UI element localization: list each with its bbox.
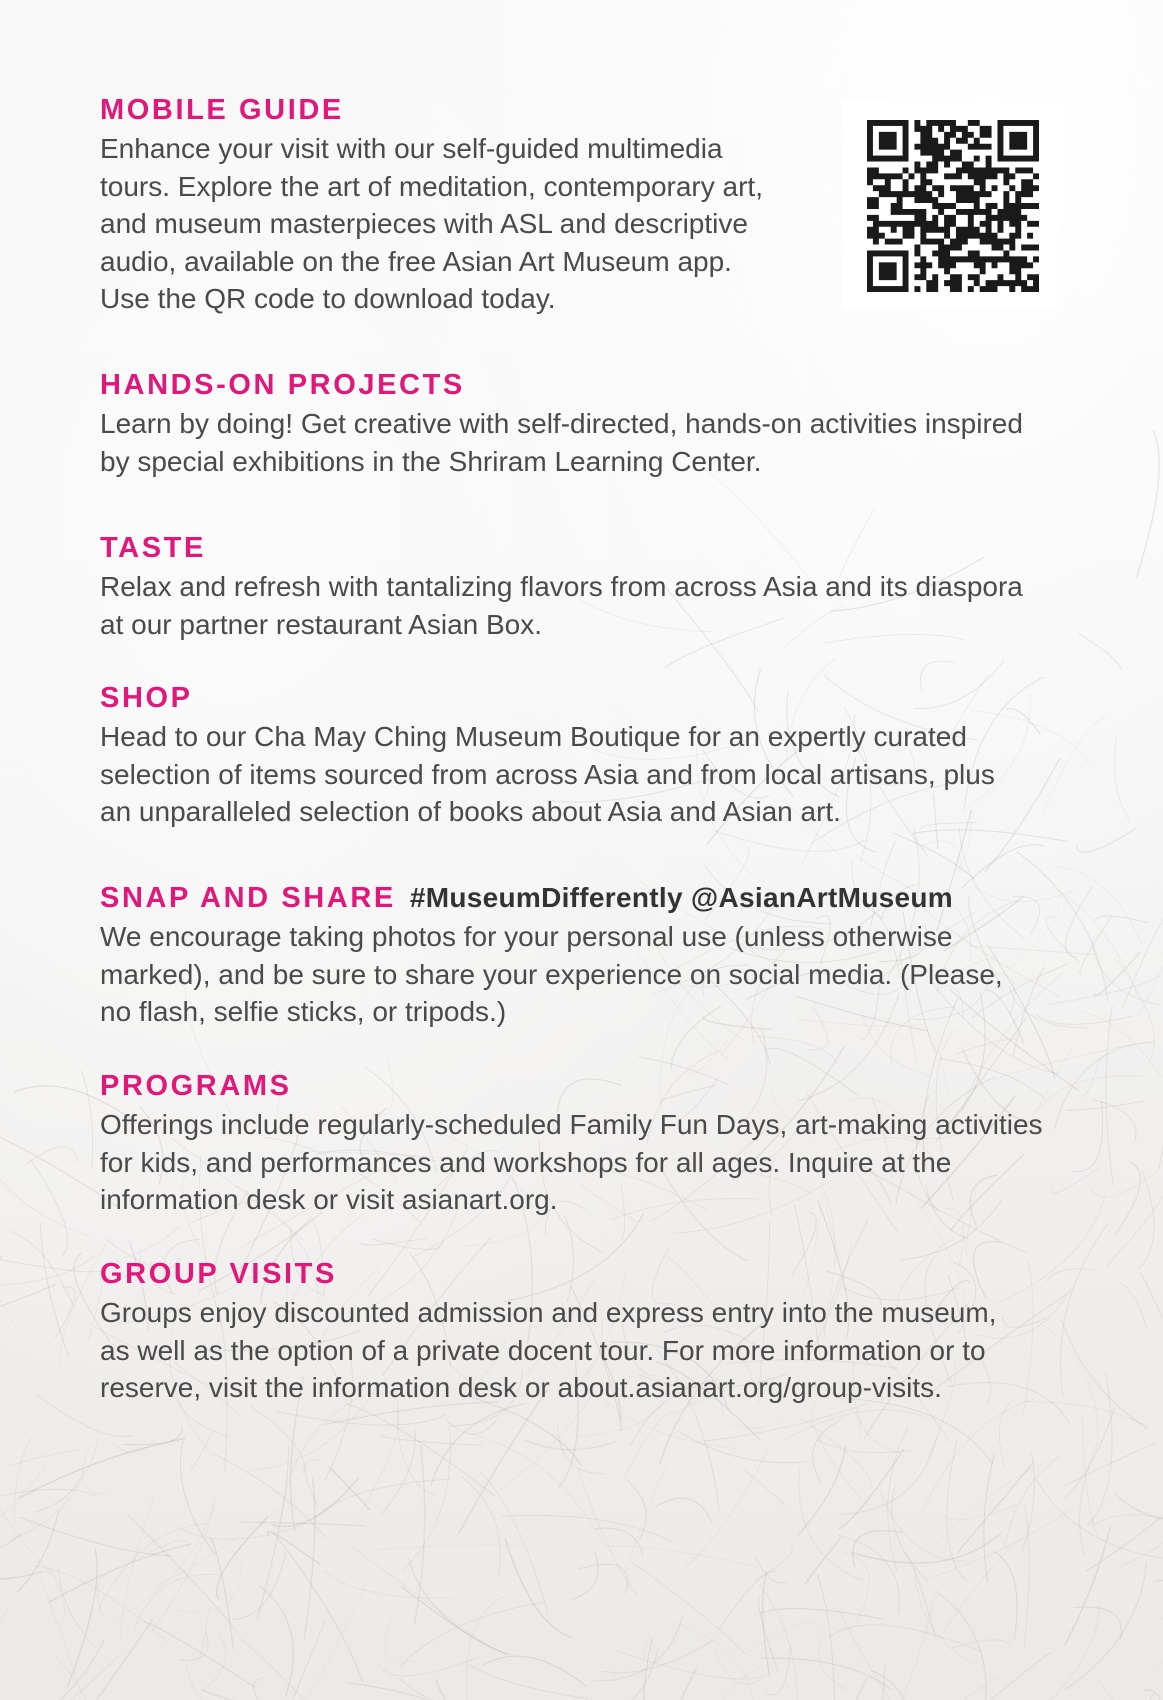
body-line: Offerings include regularly-scheduled Family Fun Days, art-making activities	[100, 1109, 1043, 1140]
section-heading: GROUP VISITS	[100, 1258, 337, 1290]
section-body	[100, 918, 1060, 1031]
body-line: Use the QR code to download today.	[100, 283, 556, 314]
body-line: Relax and refresh with tantalizing flavors from across Asia and its diaspora	[100, 571, 1023, 602]
section-heading: TASTE	[100, 532, 206, 564]
section-heading: HANDS-ON PROJECTS	[100, 369, 465, 401]
body-line: and museum masterpieces with ASL and descriptive	[100, 208, 748, 239]
section-heading: MOBILE GUIDE	[100, 94, 344, 126]
section-snap-and-share	[100, 880, 1060, 1031]
body-line: Learn by doing! Get creative with self-directed, hands-on activities inspired	[100, 408, 1023, 439]
body-line: audio, available on the free Asian Art Museum app.	[100, 245, 732, 277]
body-line: as well as the option of a private docent tour. For more information or to	[100, 1334, 986, 1366]
body-line: reserve, visit the information desk or about.asianart.org/group-visits.	[100, 1372, 942, 1403]
section-heading: SHOP	[100, 682, 193, 714]
body-line: no flash, selfie sticks, or tripods.)	[100, 996, 507, 1027]
section-body	[100, 405, 1060, 480]
heading-text: SNAP AND SHARE	[100, 882, 396, 914]
body-line: We encourage taking photos for your personal use (unless otherwise	[100, 921, 953, 952]
section-body	[100, 1106, 1060, 1219]
section-body	[100, 718, 1060, 831]
section-programs	[100, 1068, 1060, 1219]
body-line: an unparalleled selection of books about Asia and Asian art.	[100, 796, 841, 827]
body-line: by special exhibitions in the Shriram Learning Center.	[100, 445, 762, 477]
section-shop	[100, 680, 1060, 831]
body-line: Enhance your visit with our self-guided multimedia	[100, 133, 723, 164]
section-mobile-guide	[100, 92, 1060, 318]
body-line: tours. Explore the art of meditation, contemporary art,	[100, 170, 763, 202]
social-hashtag-handle: #MuseumDifferently @AsianArtMuseum	[409, 882, 953, 913]
section-body	[100, 568, 1060, 643]
section-hands-on-projects	[100, 367, 1060, 480]
body-line: at our partner restaurant Asian Box.	[100, 608, 543, 640]
section-taste	[100, 530, 1060, 643]
body-line: for kids, and performances and workshops for all ages. Inquire at the	[100, 1146, 952, 1178]
body-line: selection of items sourced from across Asia and from local artisans, plus	[100, 758, 995, 790]
section-heading: PROGRAMS	[100, 1070, 292, 1102]
section-heading	[100, 880, 1060, 916]
body-line: information desk or visit asianart.org.	[100, 1184, 558, 1215]
section-body	[100, 130, 1060, 318]
body-line: Head to our Cha May Ching Museum Boutique for an expertly curated	[100, 721, 967, 752]
section-group-visits	[100, 1256, 1060, 1407]
section-body	[100, 1294, 1060, 1407]
body-line: Groups enjoy discounted admission and express entry into the museum,	[100, 1297, 997, 1328]
body-line: marked), and be sure to share your experience on social media. (Please,	[100, 958, 1003, 990]
